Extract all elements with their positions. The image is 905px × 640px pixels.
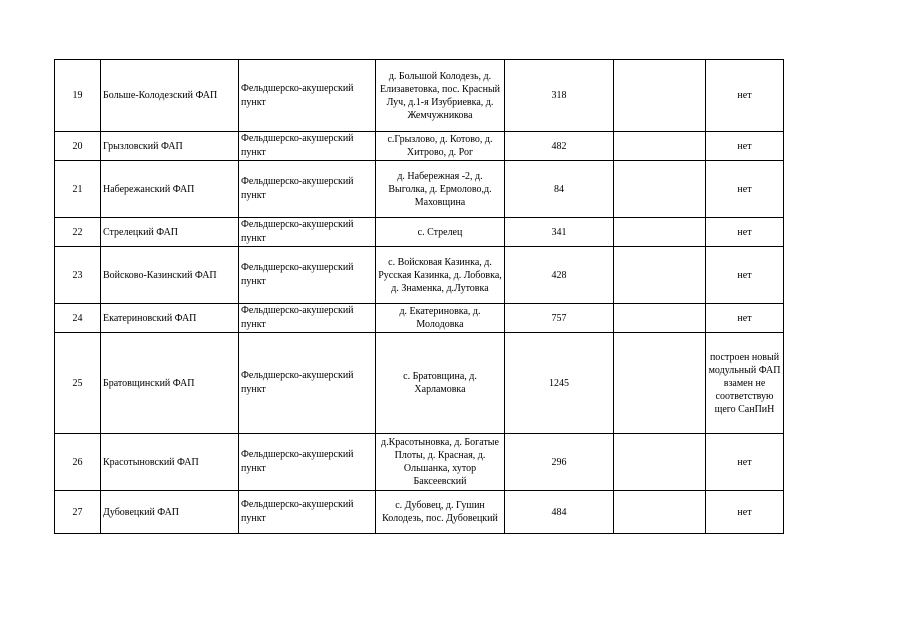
row-number: 27 [55,491,101,534]
fap-name: Красотыновский ФАП [101,434,239,491]
extra-cell [614,304,706,333]
row-number: 19 [55,60,101,132]
fap-name: Братовщинский ФАП [101,333,239,434]
table-row [55,304,784,333]
population-count: 84 [505,161,614,218]
facility-type: Фельдшерско-акушерский пункт [239,60,376,132]
row-number: 22 [55,218,101,247]
served-villages: д. Большой Колодезь, д. Елизаветовка, пос. Красный Луч, д.1-я Изубриевка, д. Жемчужникова [376,60,505,132]
row-number: 26 [55,434,101,491]
facility-type: Фельдшерско-акушерский пункт [239,491,376,534]
note-cell: нет [706,491,784,534]
extra-cell [614,247,706,304]
served-villages: с.Грызлово, д. Котово, д. Хитрово, д. Рог [376,132,505,161]
population-count: 428 [505,247,614,304]
table-row [55,434,784,491]
population-count: 318 [505,60,614,132]
fap-name: Стрелецкий ФАП [101,218,239,247]
served-villages: с. Войсковая Казинка, д. Русская Казинка, д. Лобовка, д. Знаменка, д.Лутовка [376,247,505,304]
fap-name: Екатериновский ФАП [101,304,239,333]
extra-cell [614,60,706,132]
fap-name: Дубовецкий ФАП [101,491,239,534]
fap-table [54,59,784,534]
table-row [55,333,784,434]
served-villages: с. Дубовец, д. Гушин Колодезь, пос. Дубовецкий [376,491,505,534]
note-cell: нет [706,304,784,333]
facility-type: Фельдшерско-акушерский пункт [239,218,376,247]
table-row [55,132,784,161]
table-row [55,247,784,304]
facility-type: Фельдшерско-акушерский пункт [239,434,376,491]
population-count: 482 [505,132,614,161]
fap-name: Войсково-Казинский ФАП [101,247,239,304]
facility-type: Фельдшерско-акушерский пункт [239,161,376,218]
fap-name: Больше-Колодезский ФАП [101,60,239,132]
population-count: 757 [505,304,614,333]
fap-name: Грызловский ФАП [101,132,239,161]
served-villages: д. Екатериновка, д. Молодовка [376,304,505,333]
extra-cell [614,218,706,247]
population-count: 484 [505,491,614,534]
note-cell: нет [706,161,784,218]
table-row [55,218,784,247]
table-row [55,491,784,534]
served-villages: с. Стрелец [376,218,505,247]
fap-table-body [55,60,784,534]
row-number: 20 [55,132,101,161]
note-cell: построен новый модульный ФАП взамен не соответствую щего СанПиН [706,333,784,434]
extra-cell [614,333,706,434]
note-cell: нет [706,247,784,304]
note-cell: нет [706,434,784,491]
population-count: 296 [505,434,614,491]
facility-type: Фельдшерско-акушерский пункт [239,132,376,161]
row-number: 21 [55,161,101,218]
facility-type: Фельдшерско-акушерский пункт [239,333,376,434]
row-number: 25 [55,333,101,434]
note-cell: нет [706,218,784,247]
facility-type: Фельдшерско-акушерский пункт [239,247,376,304]
table-row [55,161,784,218]
extra-cell [614,434,706,491]
row-number: 23 [55,247,101,304]
note-cell: нет [706,60,784,132]
extra-cell [614,491,706,534]
population-count: 1245 [505,333,614,434]
served-villages: с. Братовщина, д. Харламовка [376,333,505,434]
served-villages: д.Красотыновка, д. Богатые Плоты, д. Красная, д. Ольшанка, хутор Баксеевский [376,434,505,491]
note-cell: нет [706,132,784,161]
row-number: 24 [55,304,101,333]
fap-name: Набережанский ФАП [101,161,239,218]
served-villages: д. Набережная -2, д. Выголка, д. Ермолово,д. Маховщина [376,161,505,218]
table-row [55,60,784,132]
extra-cell [614,132,706,161]
facility-type: Фельдшерско-акушерский пункт [239,304,376,333]
population-count: 341 [505,218,614,247]
extra-cell [614,161,706,218]
